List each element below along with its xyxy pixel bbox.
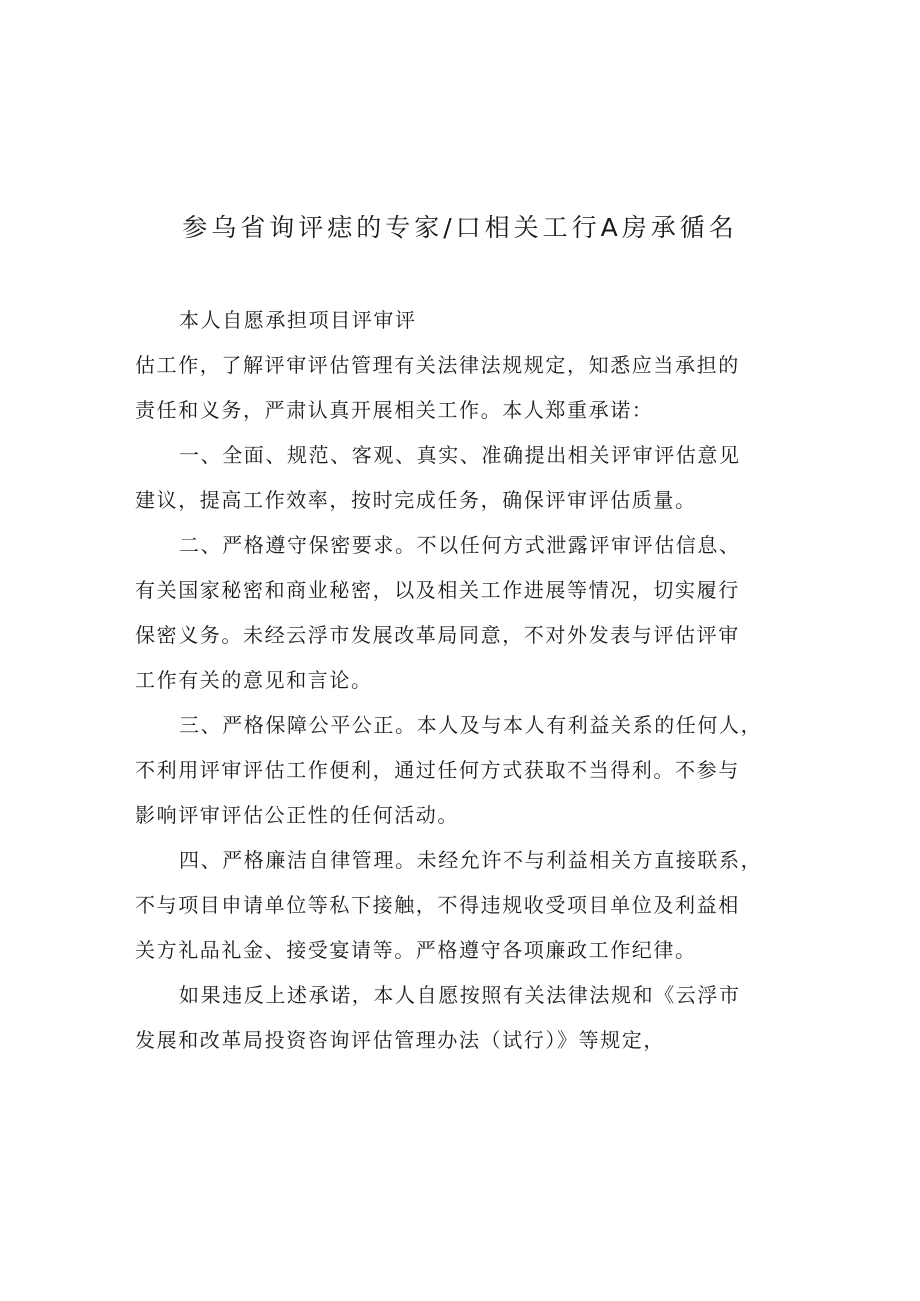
paragraph-line: 责任和义务，严肃认真开展相关工作。本人郑重承诺： bbox=[135, 398, 654, 422]
paragraph-intro bbox=[135, 298, 795, 433]
paragraph-line: 估工作，了解评审评估管理有关法律法规规定，知悉应当承担的 bbox=[135, 353, 740, 377]
paragraph-line: 不与项目申请单位等私下接触，不得违规收受项目单位及利益相 bbox=[135, 893, 740, 917]
paragraph-line: 发展和改革局投资咨询评估管理办法（试行）》等规定， bbox=[135, 1028, 665, 1052]
paragraph-commitment-2 bbox=[135, 523, 795, 703]
paragraph-line: 影响评审评估公正性的任何活动。 bbox=[135, 803, 459, 827]
paragraph-line: 关方礼品礼金、接受宴请等。严格遵守各项廉政工作纪律。 bbox=[135, 938, 697, 962]
paragraph-line: 三、严格保障公平公正。本人及与本人有利益关系的任何人， bbox=[179, 713, 763, 737]
paragraph-line: 本人自愿承担项目评审评 bbox=[179, 308, 417, 332]
paragraph-commitment-1 bbox=[135, 433, 795, 523]
paragraph-line: 一、全面、规范、客观、真实、准确提出相关评审评估意见 bbox=[179, 443, 741, 467]
paragraph-line: 如果违反上述承诺，本人自愿按照有关法律法规和《云浮市 bbox=[179, 983, 741, 1007]
paragraph-line: 工作有关的意见和言论。 bbox=[135, 668, 373, 692]
paragraph-line: 保密义务。未经云浮市发展改革局同意，不对外发表与评估评审 bbox=[135, 623, 740, 647]
paragraph-line: 不利用评审评估工作便利，通过任何方式获取不当得利。不参与 bbox=[135, 758, 740, 782]
paragraph-commitment-3 bbox=[135, 703, 795, 838]
paragraph-violation-clause bbox=[135, 973, 795, 1063]
paragraph-line: 四、严格廉洁自律管理。未经允许不与利益相关方直接联系， bbox=[179, 848, 763, 872]
paragraph-line: 二、严格遵守保密要求。不以任何方式泄露评审评估信息、 bbox=[179, 533, 741, 557]
document-title: 参乌省询评痣的专家/口相关工行A房承循名 bbox=[182, 213, 738, 242]
document-body bbox=[135, 298, 795, 1063]
paragraph-commitment-4 bbox=[135, 838, 795, 973]
paragraph-line: 建议，提高工作效率，按时完成任务，确保评审评估质量。 bbox=[135, 488, 697, 512]
paragraph-line: 有关国家秘密和商业秘密，以及相关工作进展等情况，切实履行 bbox=[135, 578, 740, 602]
